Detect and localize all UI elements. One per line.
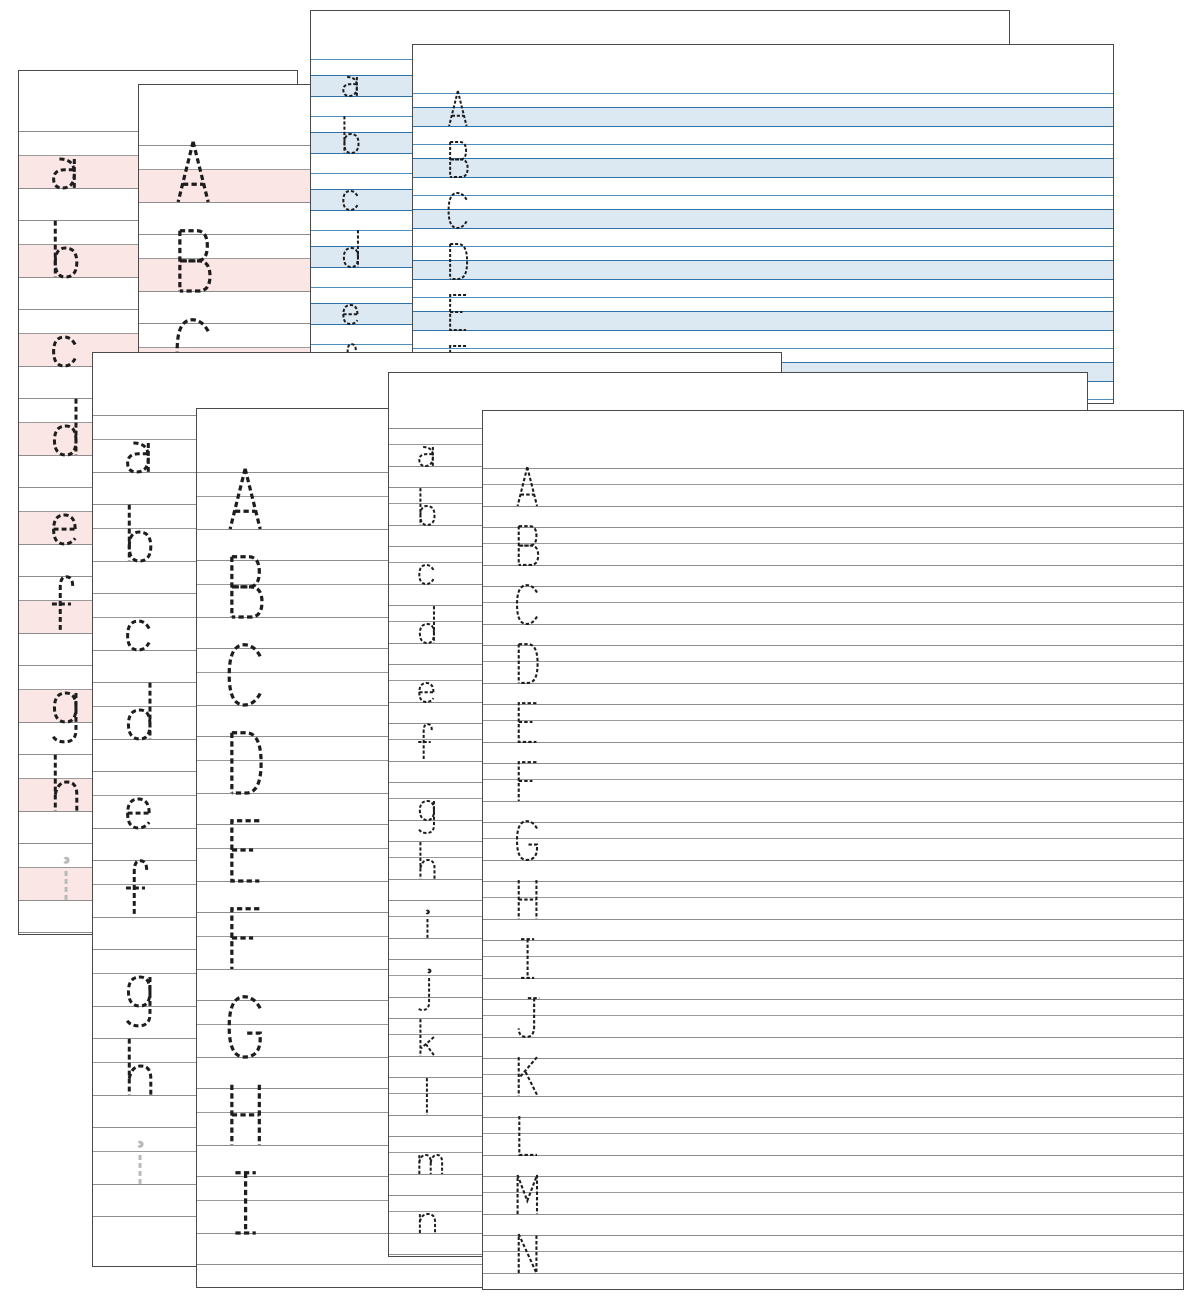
rule-row [413,75,1113,126]
highlight-band [413,209,1113,228]
rule-row [483,683,1183,742]
rule-line-mid [483,1015,1183,1016]
rule-row [413,228,1113,279]
rule-row [483,1273,1183,1290]
rule-line-top [413,246,1113,247]
rule-line-mid [413,158,1113,159]
rule-line-top [483,1058,1183,1059]
rule-line-top [413,195,1113,196]
rule-line-mid [413,260,1113,261]
rule-row [483,1155,1183,1214]
rule-row [483,978,1183,1037]
rule-line-mid [483,1133,1183,1134]
rule-line-mid [483,779,1183,780]
rule-line-top [483,1235,1183,1236]
rule-line-mid [483,720,1183,721]
rule-line-top [483,468,1183,469]
rule-line-top [413,297,1113,298]
rule-line-mid [483,838,1183,839]
rule-line-top [413,144,1113,145]
rule-line-top [483,527,1183,528]
rule-line-mid [483,543,1183,544]
rule-row [483,1096,1183,1155]
rule-line-top [483,586,1183,587]
rule-line-mid [483,1192,1183,1193]
rule-line-top [413,348,1113,349]
rule-line-mid [483,897,1183,898]
rule-line-mid [483,1251,1183,1252]
rule-line-top [139,234,319,235]
rule-row [139,113,319,202]
rule-line-top [483,1176,1183,1177]
rule-line-mid [483,484,1183,485]
rule-row [483,742,1183,801]
rule-line-top [483,999,1183,1000]
rule-line-mid [483,602,1183,603]
worksheet-page-gray-uppercase-a-to-n[interactable] [482,410,1184,1290]
rule-row [139,291,319,359]
rule-line-mid [483,661,1183,662]
rule-line-mid [139,347,319,348]
rule-line-mid [139,258,319,259]
highlight-band [139,258,319,291]
highlight-band [413,107,1113,126]
rule-line-mid [413,311,1113,312]
rule-row [483,1037,1183,1096]
rule-line-top [483,645,1183,646]
rule-line-mid [413,209,1113,210]
rule-row [139,202,319,291]
rule-line-top [483,704,1183,705]
rule-rows [483,411,1183,1289]
rule-row [483,860,1183,919]
rule-row [483,801,1183,860]
rule-line-mid [483,1074,1183,1075]
highlight-band [139,169,319,202]
rule-rows [139,85,319,358]
rule-line-top [483,822,1183,823]
rule-row [483,565,1183,624]
rule-row [483,506,1183,565]
worksheet-page-blue-uppercase-a-to-f[interactable] [412,44,1114,404]
rule-line-mid [139,169,319,170]
rule-row [483,1214,1183,1273]
rule-line-top [139,145,319,146]
rule-line-mid [483,956,1183,957]
rule-row [483,447,1183,506]
rule-line-mid [413,107,1113,108]
rule-line-top [139,323,319,324]
rule-rows [413,45,1113,403]
rule-line-top [483,763,1183,764]
worksheet-page-pink-uppercase-a-to-c[interactable] [138,84,320,359]
rule-row [413,126,1113,177]
highlight-band [413,158,1113,177]
highlight-band [413,260,1113,279]
rule-line-top [413,93,1113,94]
rule-line-top [483,1117,1183,1118]
rule-row [483,919,1183,978]
rule-row [413,177,1113,228]
rule-row [483,624,1183,683]
rule-row [413,279,1113,330]
highlight-band [413,311,1113,330]
rule-line-top [483,881,1183,882]
rule-line-top [483,940,1183,941]
